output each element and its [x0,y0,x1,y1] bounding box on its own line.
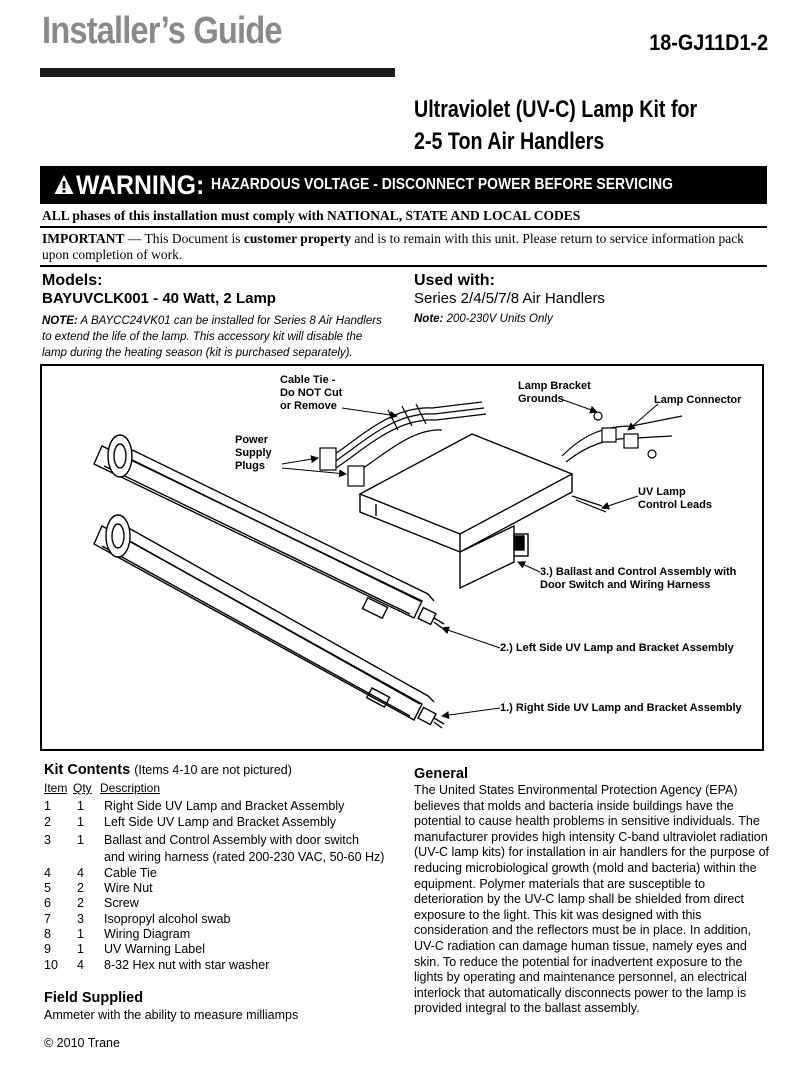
field-supplied-heading: Field Supplied [44,990,144,1006]
note-label: Note: [414,313,444,325]
label-power-line-3: Plugs [235,460,265,472]
copyright: © 2010 Trane [44,1036,120,1050]
warning-word: WARNING: [76,169,205,200]
important-label: IMPORTANT [42,231,125,246]
important-text-a: This Document is [144,231,244,246]
label-right-lamp: 1.) Right Side UV Lamp and Bracket Assembly [500,702,742,714]
row-item: 10 [44,958,58,972]
model-number: BAYUVCLK001 - 40 Watt, 2 Lamp [42,290,276,307]
row-qty: 1 [77,799,84,813]
warning-triangle-icon [54,174,74,196]
row-item: 5 [44,881,51,895]
row-qty: 1 [77,815,84,829]
important-notice [42,231,767,263]
row-desc: Ballast and Control Assembly with door switch [104,833,359,847]
label-cable-tie-line-1: Cable Tie - [280,374,336,386]
row-item: 7 [44,912,51,926]
label-lamp-bracket-grounds [518,380,591,406]
series-list: Series 2/4/5/7/8 Air Handlers [414,290,605,307]
label-cable-tie [280,374,342,413]
kit-contents-heading [44,762,292,778]
row-qty: 3 [77,912,84,926]
row-qty: 2 [77,881,84,895]
ballast-box-drawing [360,434,572,588]
row-item: 9 [44,942,51,956]
models-note [42,313,387,361]
row-item: 1 [44,799,51,813]
subtitle-line-2: 2-5 Ton Air Handlers [414,128,605,155]
label-cable-tie-line-3: or Remove [280,400,337,412]
guide-title: Installer’s Guide [42,10,282,52]
label-power-supply-plugs [235,434,272,473]
parts-illustration [42,366,762,749]
label-ballast-line-1: 3.) Ballast and Control Assembly with [540,566,737,578]
row-item: 6 [44,896,51,910]
label-uv-lamp-control-leads [638,486,712,512]
row-desc: Isopropyl alcohol swab [104,912,231,926]
row-qty: 1 [77,942,84,956]
note-label: NOTE: [42,315,78,327]
general-text: The United States Environmental Protection Agency (EPA) believes that molds and bacteria inside buildings have the potential to cause health problems in sensitive individuals. The manufacturer provides high intensity C-band ultraviolet radiation (UV-C lamp kits) for installation in air handlers for the purpose of reducing microbiological growth (mold and bacteria) within the equipment. Polymer materials that are susceptible to deterioration by the UV-C lamp shall be shielded from direct exposure to the light. This kit was designed with this consideration and the reflectors must be in place. In addition, UV-C radiation can damage human tissue, namely eyes and skin. To reduce the potential for inadvertent exposure to the lights by operating and maintenance personnel, an electrical interlock that automatically disconnects power to the lamp is provided integral to the ballast assembly. [414,783,770,1016]
row-desc: Cable Tie [104,866,157,880]
product-subtitle [414,94,697,158]
general-heading: General [414,766,468,782]
row-qty: 4 [77,866,84,880]
used-with-heading: Used with: [414,272,495,289]
row-desc: UV Warning Label [104,942,205,956]
row-item: 4 [44,866,51,880]
kit-table-header [44,781,364,795]
label-ballast-line-2: Door Switch and Wiring Harness [540,579,711,591]
important-dash: — [124,231,145,246]
row-qty: 4 [77,958,84,972]
label-power-line-2: Supply [235,447,272,459]
label-ballast-assembly [540,566,736,592]
label-uv-leads-line-2: Control Leads [638,499,712,511]
label-uv-leads-line-1: UV Lamp [638,486,686,498]
row-qty: 2 [77,896,84,910]
important-bold: customer property [243,231,352,246]
label-power-line-1: Power [235,434,269,446]
col-item: Item [44,781,68,795]
row-desc: Wire Nut [104,881,153,895]
row-qty: 1 [77,927,84,941]
warning-banner [40,166,767,204]
row-item: 3 [44,833,51,847]
label-left-lamp: 2.) Left Side UV Lamp and Bracket Assembly [500,642,734,654]
row-item: 2 [44,815,51,829]
label-lamp-bracket-line-2: Grounds [518,393,564,405]
kit-contents-title: Kit Contents [44,762,131,778]
note-text: A BAYCC24VK01 can be installed for Series 8 Air Handlers to extend the life of the lamp. This accessory kit will disable the lamp during the heating season (kit is purchased separately). [42,315,382,359]
row-desc: and wiring harness (rated 200-230 VAC, 50-60 Hz) [104,850,385,864]
subtitle-line-1: Ultraviolet (UV-C) Lamp Kit for [414,96,698,123]
divider [40,265,767,267]
row-desc: Right Side UV Lamp and Bracket Assembly [104,799,345,813]
document-number: 18-GJ11D1-2 [649,30,768,55]
note-text: 200-230V Units Only [443,313,553,325]
col-qty: Qty [73,781,92,795]
title-underline-bar [40,68,395,77]
warning-text: HAZARDOUS VOLTAGE - DISCONNECT POWER BEFORE SERVICING [211,176,674,193]
codes-notice: ALL phases of this installation must comply with NATIONAL, STATE AND LOCAL CODES [42,208,581,223]
row-qty: 1 [77,833,84,847]
kit-contents-subheading: (Items 4-10 are not pictured) [134,763,292,777]
used-with-note [414,313,553,325]
col-description: Description [100,781,161,795]
parts-diagram [40,364,764,751]
field-supplied-text: Ammeter with the ability to measure milliamps [44,1008,299,1022]
row-desc: Wiring Diagram [104,927,191,941]
models-heading: Models: [42,272,103,289]
divider [40,226,767,228]
row-desc: Left Side UV Lamp and Bracket Assembly [104,815,337,829]
row-item: 8 [44,927,51,941]
label-lamp-connector: Lamp Connector [654,394,742,406]
label-cable-tie-line-2: Do NOT Cut [280,387,343,399]
row-desc: 8-32 Hex nut with star washer [104,958,270,972]
important-text-b: and is to remain with this unit. Please return to service information pack upon completion of work. [42,231,744,262]
row-desc: Screw [104,896,139,910]
label-lamp-bracket-line-1: Lamp Bracket [518,380,591,392]
